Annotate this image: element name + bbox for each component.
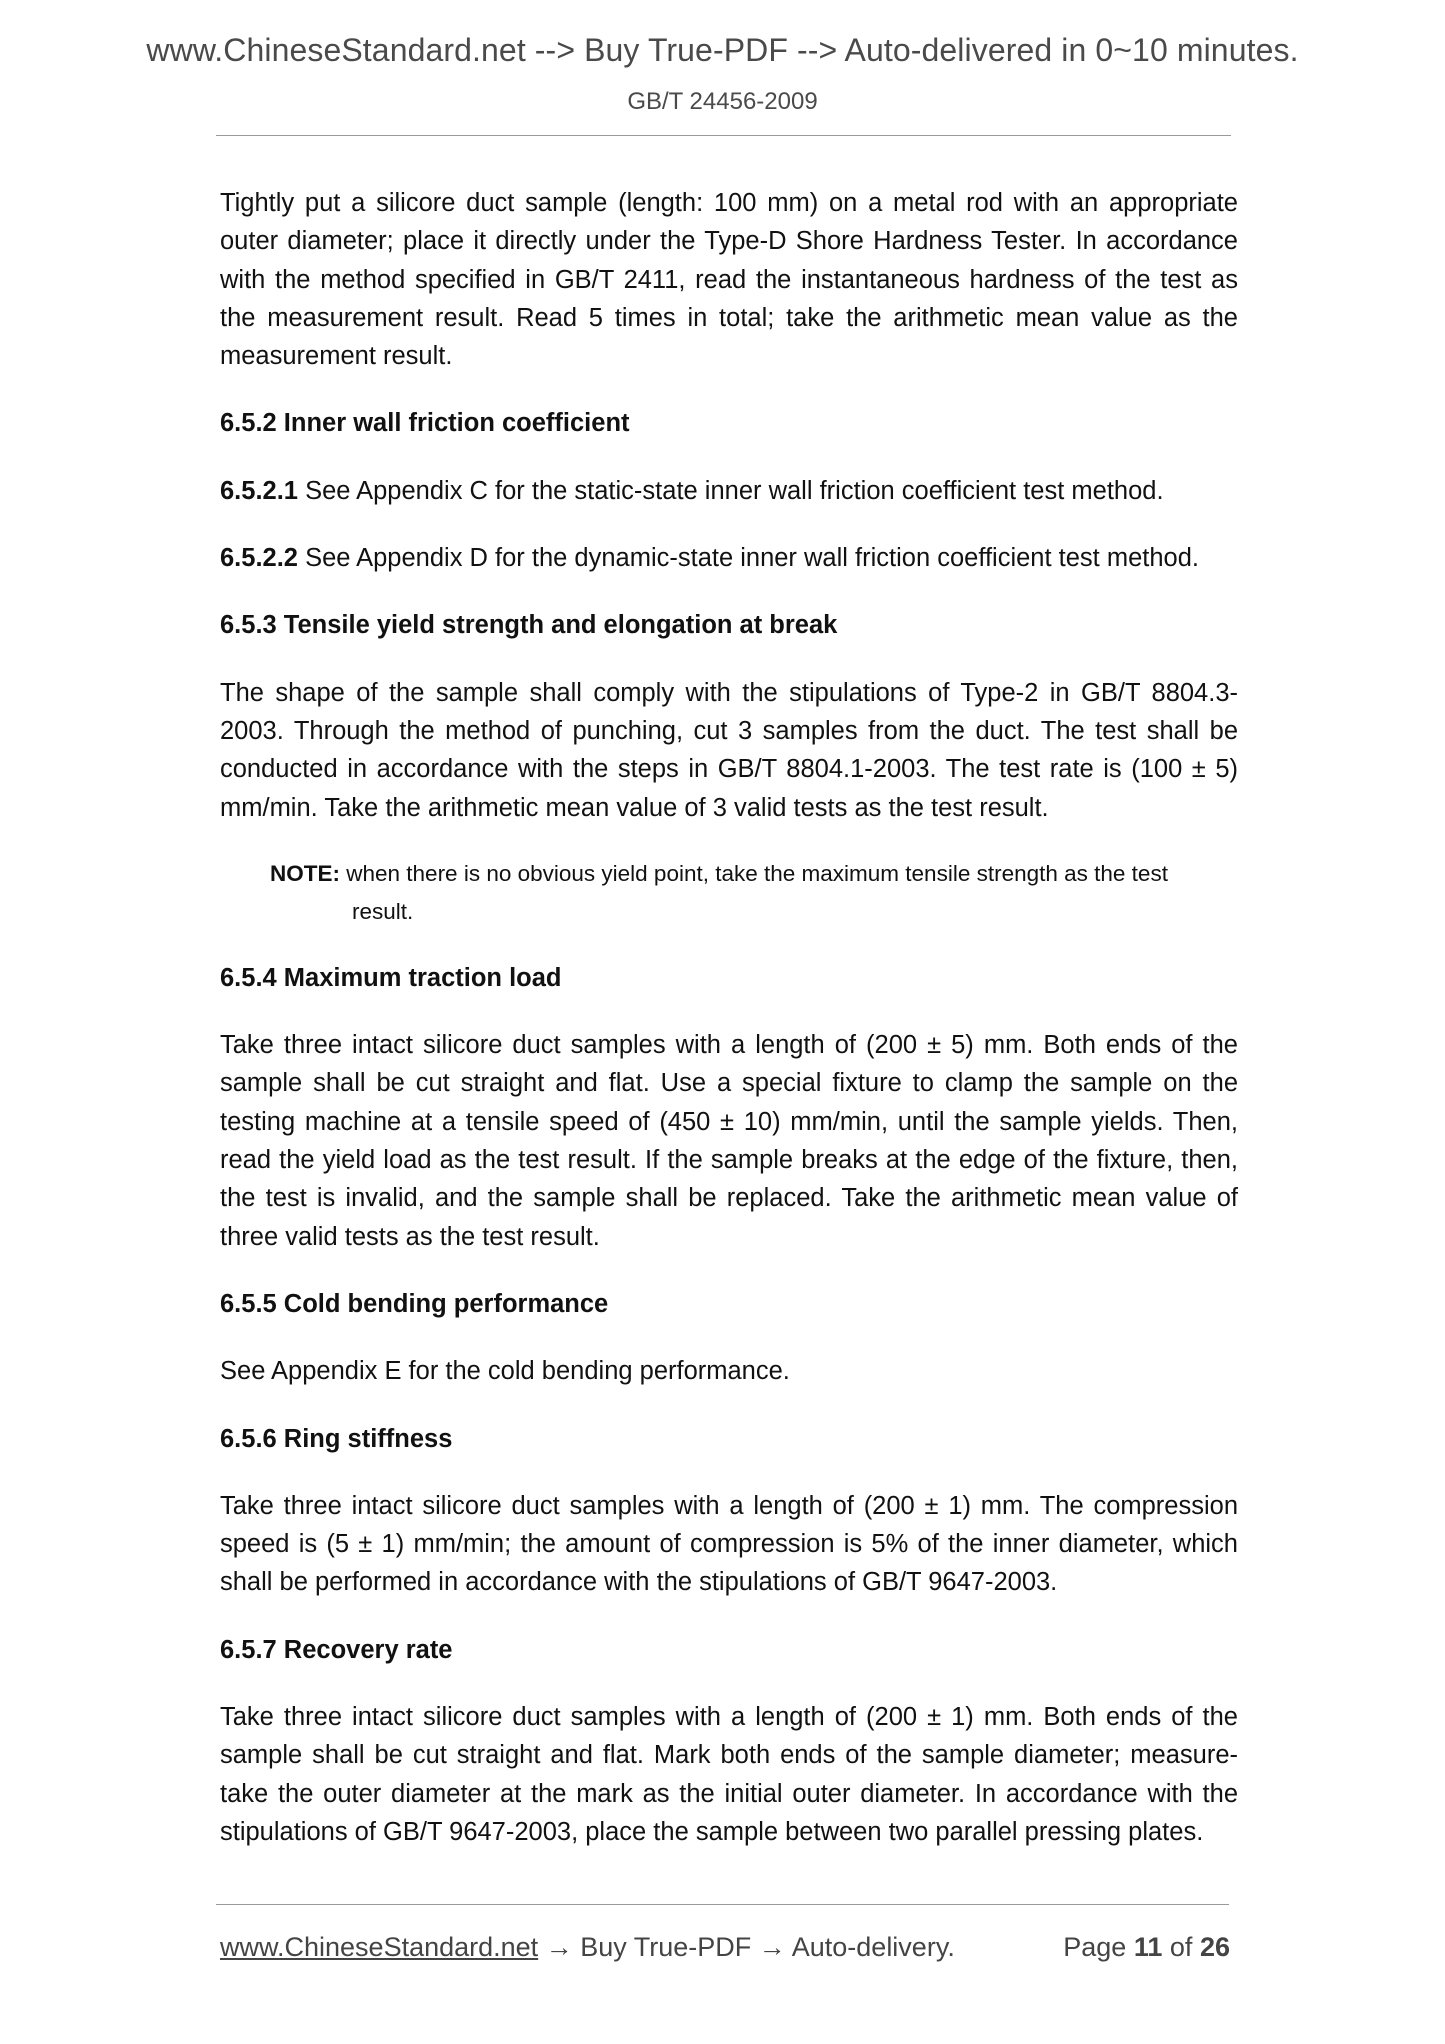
section-6-5-2-2-text: See Appendix D for the dynamic-state inner wall friction coefficient test method. — [297, 544, 1199, 573]
section-6-5-2-heading: 6.5.2 Inner wall friction coefficient — [220, 409, 630, 438]
footer-promo-text: → Buy True-PDF → Auto-delivery. — [538, 1932, 955, 1962]
note-text: when there is no obvious yield point, take the maximum tensile strength as the test — [340, 860, 1168, 886]
page-label: Page — [1063, 1932, 1127, 1962]
document-body — [220, 184, 1238, 1851]
footer-divider — [216, 1904, 1229, 1905]
page-of-label: of — [1169, 1932, 1193, 1962]
section-6-5-6-paragraph: Take three intact silicore duct samples with a length of (200 ± 1) mm. The compression speed is (5 ± 1) mm/min; the amount of compression is 5% of the inner diameter, which shall be performed in accordance with the stipulations of GB/T 9647-2003. — [220, 1491, 1238, 1597]
section-6-5-2-1 — [220, 472, 1238, 510]
section-6-5-3-paragraph: The shape of the sample shall comply with the stipulations of Type-2 in GB/T 8804.3-2003. Through the method of punching, cut 3 samples from the duct. The test shall be conducted in accordance with the steps in GB/T 8804.1-2003. The test rate is (100 ± 5) mm/min. Take the arithmetic mean value of 3 valid tests as the test result. — [220, 678, 1238, 822]
header-banner: www.ChineseStandard.net --> Buy True-PDF --> Auto-delivered in 0~10 minutes. — [146, 32, 1299, 68]
note-text-continued: result. — [352, 898, 414, 924]
section-6-5-4-paragraph: Take three intact silicore duct samples with a length of (200 ± 5) mm. Both ends of the sample shall be cut straight and flat. Use a special fixture to clamp the sample on the testing machine at a tensile speed of (450 ± 10) mm/min, until the sample yields. Then, read the yield load as the test result. If the sample breaks at the edge of the fixture, then, the test is invalid, and the sample shall be replaced. Take the arithmetic mean value of three valid tests as the test result. — [220, 1031, 1238, 1251]
section-6-5-7-paragraph: Take three intact silicore duct samples with a length of (200 ± 1) mm. Both ends of the sample shall be cut straight and flat. Mark both ends of the sample diameter; measure-take the outer diameter at the mark as the initial outer diameter. In accordance with the stipulations of GB/T 9647-2003, place the sample between two parallel pressing plates. — [220, 1703, 1238, 1846]
page-total: 26 — [1199, 1932, 1230, 1962]
section-6-5-7-heading: 6.5.7 Recovery rate — [220, 1635, 453, 1664]
section-6-5-6-heading: 6.5.6 Ring stiffness — [220, 1424, 453, 1453]
section-6-5-3-heading: 6.5.3 Tensile yield strength and elongation at break — [220, 611, 838, 640]
section-6-5-5-heading: 6.5.5 Cold bending performance — [220, 1289, 609, 1318]
header-divider — [216, 135, 1231, 136]
section-6-5-5-paragraph: See Appendix E for the cold bending performance. — [220, 1357, 790, 1386]
note — [270, 855, 1238, 931]
section-6-5-2-2-number: 6.5.2.2 — [220, 544, 298, 573]
intro-paragraph: Tightly put a silicore duct sample (length: 100 mm) on a metal rod with an appropriate outer diameter; place it directly under the Type-D Shore Hardness Tester. In accordance with the method specified in GB/T 2411, read the instantaneous hardness of the test as the measurement result. Read 5 times in total; take the arithmetic mean value as the measurement result. — [220, 189, 1238, 371]
page-current: 11 — [1133, 1932, 1163, 1962]
section-6-5-4-heading: 6.5.4 Maximum traction load — [220, 963, 562, 992]
footer-site-link[interactable]: www.ChineseStandard.net — [220, 1932, 539, 1962]
footer-promo — [220, 1932, 955, 1963]
standard-code: GB/T 24456-2009 — [627, 88, 818, 115]
section-6-5-2-2 — [220, 539, 1238, 577]
section-6-5-2-1-text: See Appendix C for the static-state inner wall friction coefficient test method. — [297, 476, 1164, 505]
page-indicator — [1063, 1932, 1230, 1963]
note-label: NOTE: — [270, 860, 340, 886]
section-6-5-2-1-number: 6.5.2.1 — [220, 476, 298, 505]
page-footer — [220, 1932, 1230, 1972]
